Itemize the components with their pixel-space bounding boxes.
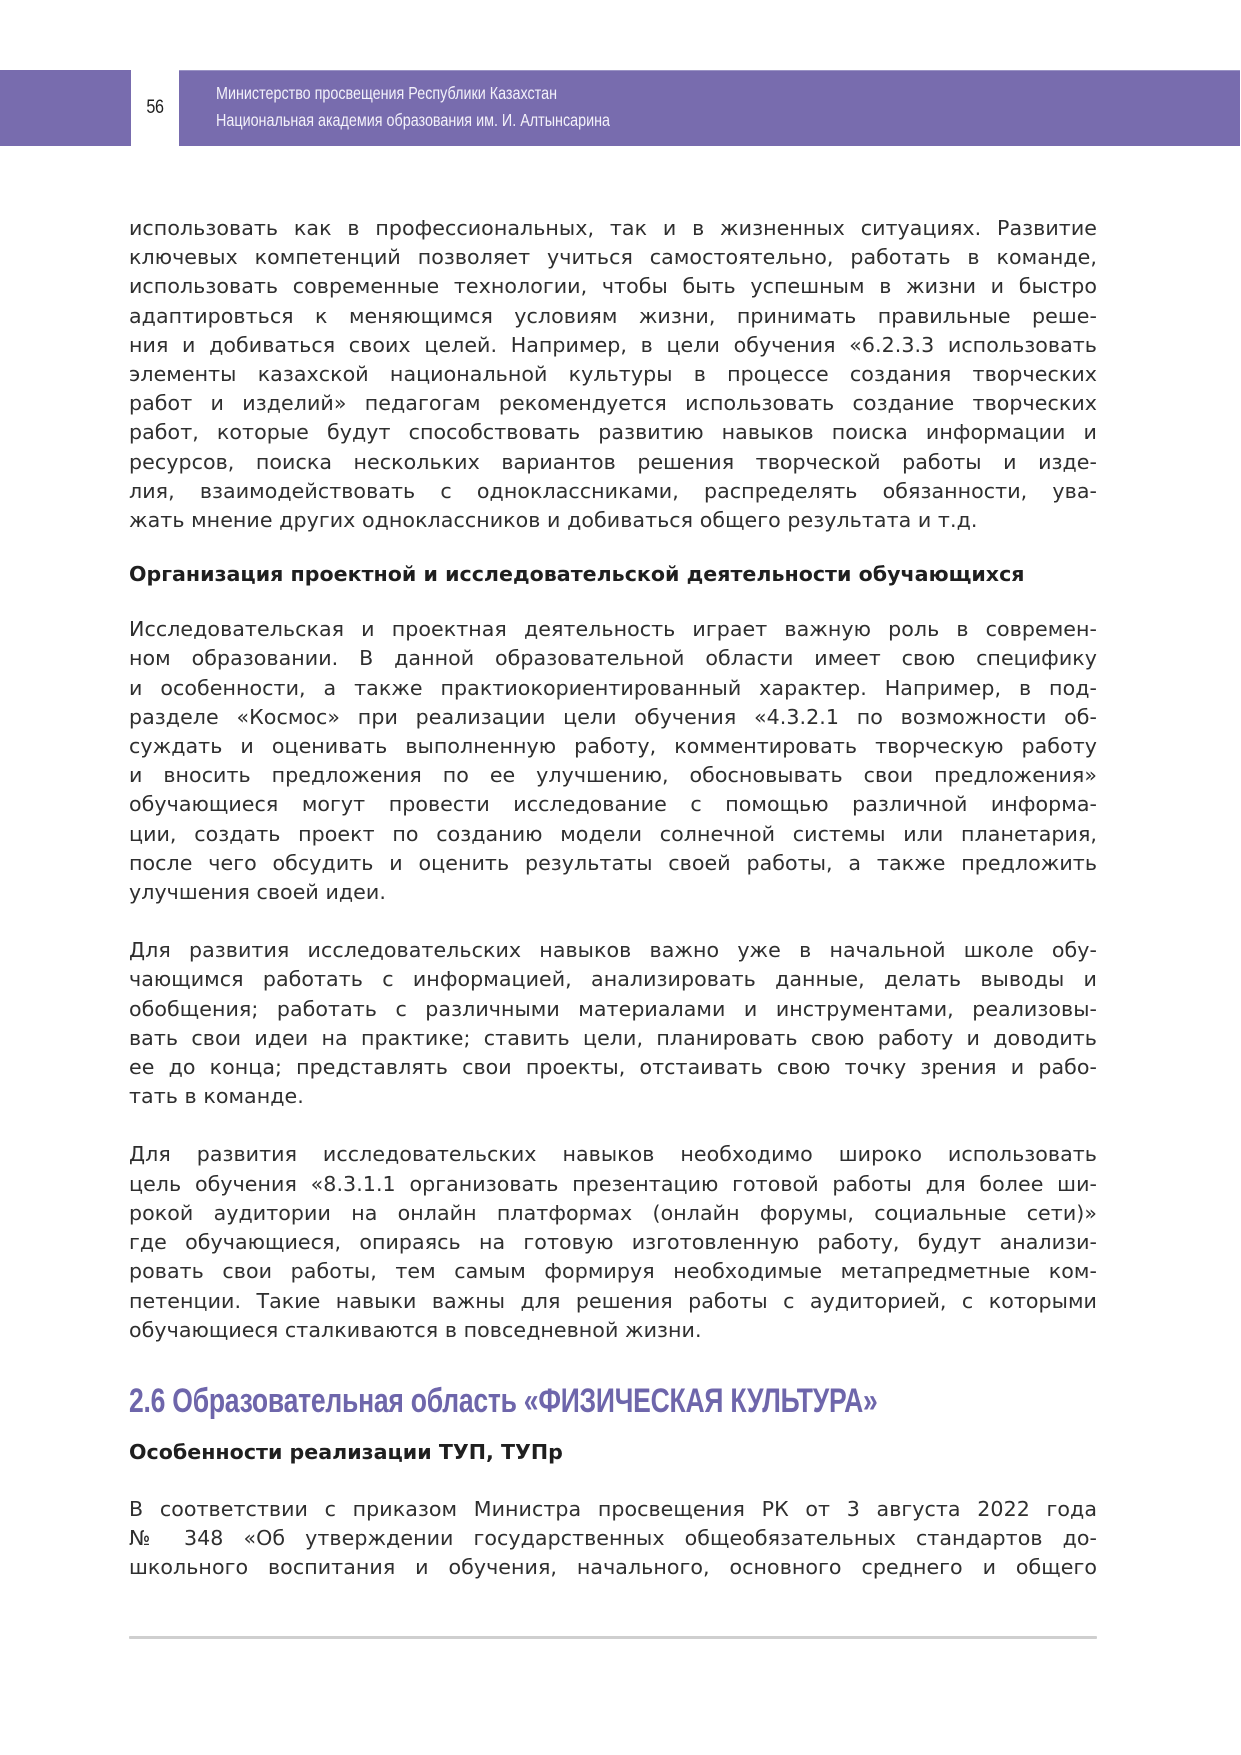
text-line: где обучающиеся, опираясь на готовую изготовленную работу, будут анализи- xyxy=(129,1230,1097,1255)
subheading-project-research: Организация проектной и исследовательской деятельности обучающихся xyxy=(129,562,1025,587)
subheading-tup-features: Особенности реализации ТУП, ТУПр xyxy=(129,1439,563,1464)
text-line: обучающиеся сталкиваются в повседневной жизни. xyxy=(129,1317,702,1342)
text-line: элементы казахской национальной культуры в процессе создания творческих xyxy=(129,362,1097,387)
paragraph-key-competencies xyxy=(129,214,1097,535)
section-title-physical-culture: 2.6 Образовательная область «ФИЗИЧЕСКАЯ КУЛЬТУРА» xyxy=(129,1381,878,1420)
text-line: адаптировться к меняющимся условиям жизни, принимать правильные реше- xyxy=(129,303,1097,328)
paragraph-research-activity xyxy=(129,615,1097,907)
text-line: ном образовании. В данной образовательной области имеет свою специфику xyxy=(129,646,1097,671)
text-line: улучшения своей идеи. xyxy=(129,880,386,905)
footer-divider xyxy=(129,1636,1097,1639)
text-line: ключевых компетенций позволяет учиться самостоятельно, работать в команде, xyxy=(129,245,1097,270)
text-line: цель обучения «8.3.1.1 организовать презентацию готовой работы для более ши- xyxy=(129,1171,1097,1196)
text-line: вать свои идеи на практике; ставить цели, планировать свою работу и доводить xyxy=(129,1025,1097,1050)
text-line: ровать свои работы, тем самым формируя необходимые метапредметные ком- xyxy=(129,1259,1097,1284)
text-line: после чего обсудить и оценить результаты своей работы, а также предложить xyxy=(129,850,1097,875)
text-line: и вносить предложения по ее улучшению, обосновывать свои предложения» xyxy=(129,763,1097,788)
text-line: работ, которые будут способствовать развитию навыков поиска информации и xyxy=(129,420,1097,445)
text-line: обучающиеся могут провести исследование с помощью различной информа- xyxy=(129,792,1097,817)
paragraph-research-skills xyxy=(129,936,1097,1111)
text-line: обобщения; работать с различными материалами и инструментами, реализовы- xyxy=(129,996,1097,1021)
page-content xyxy=(129,214,1097,1583)
text-line: Для развития исследовательских навыков необходимо широко использовать xyxy=(129,1142,1097,1167)
header-academy: Национальная академия образования им. И. Алтынсарина xyxy=(216,110,611,130)
text-line: № 348 «Об утверждении государственных общеобязательных стандартов до- xyxy=(129,1526,1097,1551)
text-line: лия, взаимодействовать с одноклассниками, распределять обязанности, ува- xyxy=(129,478,1097,503)
text-line: петенции. Такие навыки важны для решения работы с аудиторией, с которыми xyxy=(129,1288,1097,1313)
header-ministry: Министерство просвещения Республики Казахстан xyxy=(216,83,558,103)
text-line: ния и добиваться своих целей. Например, в цели обучения «6.2.3.3 использовать xyxy=(129,332,1097,357)
page-number: 56 xyxy=(135,70,176,146)
paragraph-presentation-goal xyxy=(129,1140,1097,1344)
text-line: рокой аудитории на онлайн платформах (онлайн форумы, социальные сети)» xyxy=(129,1200,1097,1225)
text-line: ресурсов, поиска нескольких вариантов решения творческой работы и изде- xyxy=(129,449,1097,474)
text-line: В соответствии с приказом Министра просвещения РК от 3 августа 2022 года xyxy=(129,1496,1097,1521)
text-line: ее до конца; представлять свои проекты, отстаивать свою точку зрения и рабо- xyxy=(129,1055,1097,1080)
header-band-right-block xyxy=(179,70,1240,146)
text-line: школьного воспитания и обучения, начального, основного среднего и общего xyxy=(129,1555,1097,1580)
header-publisher xyxy=(216,80,610,134)
text-line: ции, создать проект по созданию модели солнечной системы или планетария, xyxy=(129,821,1097,846)
text-line: жать мнение других одноклассников и добиваться общего результата и т.д. xyxy=(129,508,978,533)
text-line: использовать современные технологии, чтобы быть успешным в жизни и быстро xyxy=(129,274,1097,299)
text-line: чающимся работать с информацией, анализировать данные, делать выводы и xyxy=(129,967,1097,992)
text-line: работ и изделий» педагогам рекомендуется использовать создание творческих xyxy=(129,391,1097,416)
text-line: тать в команде. xyxy=(129,1084,304,1109)
text-line: Исследовательская и проектная деятельность играет важную роль в современ- xyxy=(129,617,1097,642)
header-band-left-block xyxy=(0,70,131,146)
text-line: использовать как в профессиональных, так и в жизненных ситуациях. Развитие xyxy=(129,216,1097,240)
header-band xyxy=(0,70,1241,146)
paragraph-ministry-order xyxy=(129,1495,1097,1583)
text-line: суждать и оценивать выполненную работу, комментировать творческую работу xyxy=(129,734,1097,759)
text-line: Для развития исследовательских навыков важно уже в начальной школе обу- xyxy=(129,938,1097,963)
text-line: разделе «Космос» при реализации цели обучения «4.3.2.1 по возможности об- xyxy=(129,704,1097,729)
text-line: и особенности, а также практиокориентированный характер. Например, в под- xyxy=(129,675,1097,700)
